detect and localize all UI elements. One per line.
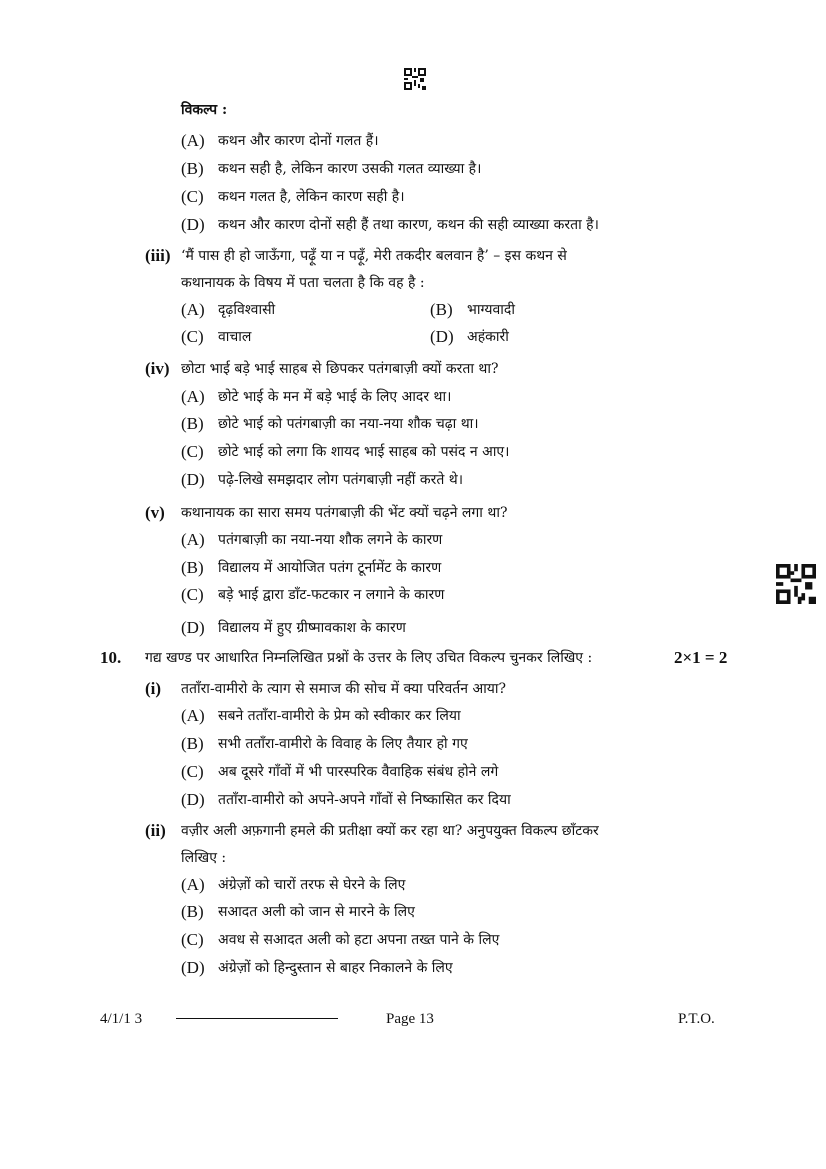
option-label: (D) bbox=[181, 958, 205, 977]
option-text: पढ़े-लिखे समझदार लोग पतंगबाज़ी नहीं करते थे। bbox=[218, 472, 464, 488]
option-text: विद्यालय में हुए ग्रीष्मावकाश के कारण bbox=[218, 620, 406, 636]
option-label: (C) bbox=[181, 930, 204, 949]
subquestion-number: (iii) bbox=[145, 246, 171, 265]
question-text: कथानायक के विषय में पता चलता है कि वह है : bbox=[181, 275, 425, 291]
question-text: तताँरा-वामीरो के त्याग से समाज की सोच में क्या परिवर्तन आया? bbox=[181, 681, 507, 697]
footer-rule bbox=[176, 1018, 338, 1019]
option-label: (A) bbox=[181, 530, 205, 549]
option-text: अहंकारी bbox=[467, 329, 509, 345]
option-text: सआदत अली को जान से मारने के लिए bbox=[218, 904, 415, 920]
option-label: (B) bbox=[181, 734, 204, 753]
option-text: छोटे भाई को लगा कि शायद भाई साहब को पसंद न आए। bbox=[218, 444, 510, 460]
option-text: छोटे भाई के मन में बड़े भाई के लिए आदर था। bbox=[218, 389, 452, 405]
option-label: (D) bbox=[181, 618, 205, 637]
option-text: अंग्रेज़ों को चारों तरफ से घेरने के लिए bbox=[218, 877, 406, 893]
option-text: विद्यालय में आयोजित पतंग टूर्नामेंट के कारण bbox=[218, 560, 442, 576]
option-text: कथन सही है, लेकिन कारण उसकी गलत व्याख्या है। bbox=[218, 161, 482, 177]
option-text: पतंगबाज़ी का नया-नया शौक लगने के कारण bbox=[218, 532, 443, 548]
option-text: कथन और कारण दोनों गलत हैं। bbox=[218, 133, 379, 149]
option-label: (C) bbox=[181, 442, 204, 461]
option-label: (B) bbox=[430, 300, 453, 319]
option-text: कथन गलत है, लेकिन कारण सही है। bbox=[218, 189, 405, 205]
marks: 2×1 = 2 bbox=[674, 648, 728, 667]
option-text: अवध से सआदत अली को हटा अपना तख्त पाने के लिए bbox=[218, 932, 500, 948]
option-label: (A) bbox=[181, 300, 205, 319]
question-text: ‘मैं पास ही हो जाऊँगा, पढ़ूँ या न पढ़ूँ, मेरी तकदीर बलवान है’ – इस कथन से bbox=[181, 248, 567, 264]
option-text: तताँरा-वामीरो को अपने-अपने गाँवों से निष्कासित कर दिया bbox=[218, 792, 511, 808]
option-label: (D) bbox=[181, 470, 205, 489]
option-label: (A) bbox=[181, 131, 205, 150]
option-text: कथन और कारण दोनों सही हैं तथा कारण, कथन की सही व्याख्या करता है। bbox=[218, 217, 599, 233]
question-number: 10. bbox=[100, 648, 122, 667]
option-label: (D) bbox=[430, 327, 454, 346]
subquestion-number: (iv) bbox=[145, 359, 170, 378]
option-text: दृढ़विश्वासी bbox=[218, 302, 276, 318]
option-text: अब दूसरे गाँवों में भी पारस्परिक वैवाहिक संबंध होने लगे bbox=[218, 764, 499, 780]
option-label: (B) bbox=[181, 558, 204, 577]
option-label: (C) bbox=[181, 187, 204, 206]
option-label: (A) bbox=[181, 875, 205, 894]
option-text: भाग्यवादी bbox=[467, 302, 515, 318]
option-text: छोटे भाई को पतंगबाज़ी का नया-नया शौक चढ़ा था। bbox=[218, 416, 479, 432]
paper-code: 4/1/1 3 bbox=[100, 1011, 143, 1027]
option-label: (D) bbox=[181, 790, 205, 809]
question-text: वज़ीर अली अफ़गानी हमले की प्रतीक्षा क्यों कर रहा था? अनुपयुक्त विकल्प छाँटकर bbox=[181, 823, 599, 839]
qr-code-top bbox=[404, 68, 426, 90]
option-label: (D) bbox=[181, 215, 205, 234]
question-text: लिखिए : bbox=[181, 850, 227, 866]
option-label: (C) bbox=[181, 327, 204, 346]
option-label: (A) bbox=[181, 706, 205, 725]
option-text: अंग्रेज़ों को हिन्दुस्तान से बाहर निकालने के लिए bbox=[218, 960, 453, 976]
pto: P.T.O. bbox=[678, 1011, 715, 1027]
subquestion-number: (ii) bbox=[145, 821, 166, 840]
option-text: बड़े भाई द्वारा डाँट-फटकार न लगाने के कारण bbox=[218, 587, 445, 603]
subquestion-number: (v) bbox=[145, 503, 165, 522]
option-text: सबने तताँरा-वामीरो के प्रेम को स्वीकार कर लिया bbox=[218, 708, 461, 724]
option-text: सभी तताँरा-वामीरो के विवाह के लिए तैयार हो गए bbox=[218, 736, 468, 752]
option-text: वाचाल bbox=[218, 329, 252, 345]
question-instruction: गद्य खण्ड पर आधारित निम्नलिखित प्रश्नों के उत्तर के लिए उचित विकल्प चुनकर लिखिए : bbox=[145, 650, 593, 666]
subquestion-number: (i) bbox=[145, 679, 162, 698]
question-text: छोटा भाई बड़े भाई साहब से छिपकर पतंगबाज़ी क्यों करता था? bbox=[181, 361, 499, 377]
question-text: कथानायक का सारा समय पतंगबाज़ी की भेंट क्यों चढ़ने लगा था? bbox=[181, 505, 508, 521]
option-label: (B) bbox=[181, 414, 204, 433]
option-label: (B) bbox=[181, 159, 204, 178]
options-heading: विकल्प : bbox=[181, 102, 228, 118]
option-label: (C) bbox=[181, 762, 204, 781]
option-label: (C) bbox=[181, 585, 204, 604]
option-label: (B) bbox=[181, 902, 204, 921]
option-label: (A) bbox=[181, 387, 205, 406]
qr-code-side bbox=[776, 564, 816, 604]
page-number: Page 13 bbox=[386, 1011, 434, 1027]
